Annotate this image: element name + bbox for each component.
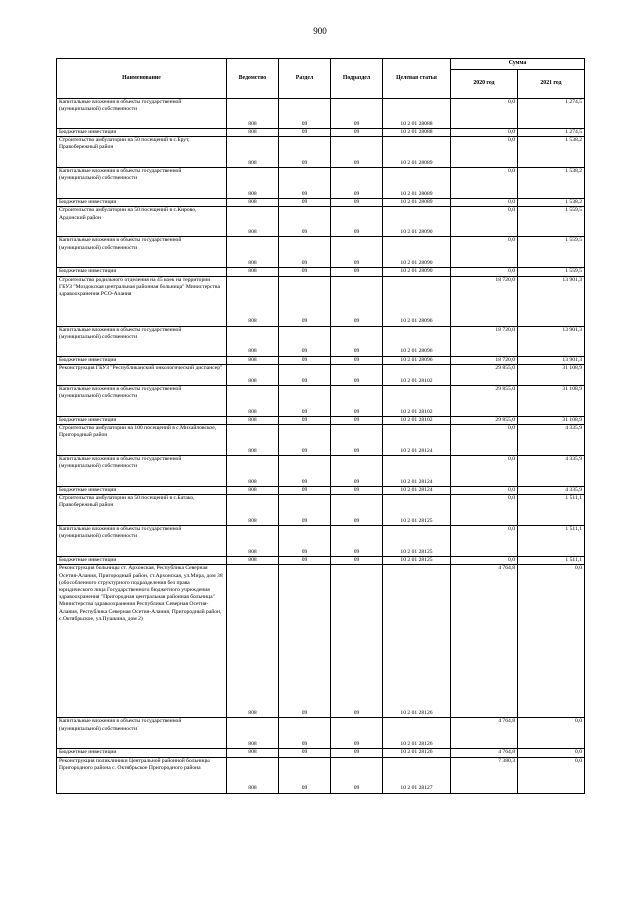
table-body — [57, 99, 585, 794]
row-name-cell: Капитальные вложения в объекты государственной (муниципальной) собственности — [57, 237, 227, 268]
table-row — [57, 456, 585, 487]
row-ved-cell: 808 — [227, 237, 279, 268]
table-row — [57, 385, 585, 416]
row-razdel-cell: 09 — [279, 237, 331, 268]
row-razdel-cell: 09 — [279, 129, 331, 137]
table-row — [57, 129, 585, 137]
row-podrazdel-cell: 09 — [331, 364, 383, 385]
row-ved-cell: 808 — [227, 129, 279, 137]
header-name: Наименование — [57, 59, 227, 99]
row-target-article-cell: 10 2 01 28124 — [383, 487, 451, 495]
row-name-cell: Капитальные вложения в объекты государственной (муниципальной) собственности — [57, 718, 227, 749]
row-name-cell: Капитальные вложения в объекты государственной (муниципальной) собственности — [57, 526, 227, 557]
row-name-cell: Бюджетные инвестиции — [57, 557, 227, 565]
row-name-cell: Бюджетные инвестиции — [57, 487, 227, 495]
table-row — [57, 565, 585, 718]
row-razdel-cell: 09 — [279, 199, 331, 207]
table-row — [57, 487, 585, 495]
row-amount-2021-cell: 1 274,5 — [518, 129, 585, 137]
row-podrazdel-cell: 09 — [331, 749, 383, 757]
row-ved-cell: 808 — [227, 207, 279, 237]
row-razdel-cell: 09 — [279, 757, 331, 793]
row-razdel-cell: 09 — [279, 749, 331, 757]
row-amount-2020-cell: 0,0 — [451, 425, 518, 456]
row-name-cell: Реконструкция больницы ст. Архонская, Республика Северная Осетия-Алания, Пригородный район, ст.Архонская, ул.Мира, дом 38 (обособленного структурного подразделения без права юридического лица Государственного бюджетного учреждения здравоохранения "Пригородная центральная районная больница" Министерства здравоохранения Республики Северная Осетия-Алания, Республика Северная Осетия-Алания, Пригородный район, с.Октябрьское, ул.Пушкина, дом 2) — [57, 565, 227, 718]
header-year-2020: 2020 год — [451, 70, 518, 99]
row-amount-2020-cell: 18 720,0 — [451, 356, 518, 364]
row-amount-2021-cell: 13 901,3 — [518, 356, 585, 364]
row-razdel-cell: 09 — [279, 326, 331, 356]
row-target-article-cell: 10 2 01 28088 — [383, 129, 451, 137]
row-podrazdel-cell: 09 — [331, 557, 383, 565]
row-ved-cell: 808 — [227, 199, 279, 207]
table-row — [57, 326, 585, 356]
row-name-cell: Строительство амбулатории на 50 посещений в с.Брут, Правобережный район — [57, 137, 227, 168]
row-podrazdel-cell: 09 — [331, 268, 383, 276]
row-amount-2020-cell: 29 855,0 — [451, 385, 518, 416]
row-podrazdel-cell: 09 — [331, 99, 383, 129]
row-amount-2020-cell: 4 764,8 — [451, 565, 518, 718]
table-row — [57, 99, 585, 129]
row-amount-2021-cell: 1 559,5 — [518, 207, 585, 237]
table-row — [57, 526, 585, 557]
row-podrazdel-cell: 09 — [331, 456, 383, 487]
row-amount-2021-cell: 1 559,5 — [518, 237, 585, 268]
row-name-cell: Строительство амбулатории на 50 посещений в с.Батако, Правобережный район — [57, 495, 227, 526]
row-amount-2021-cell: 1 538,2 — [518, 168, 585, 199]
row-amount-2020-cell: 0,0 — [451, 199, 518, 207]
header-ved: Ведомство — [227, 59, 279, 99]
row-ved-cell: 808 — [227, 137, 279, 168]
row-podrazdel-cell: 09 — [331, 168, 383, 199]
row-podrazdel-cell: 09 — [331, 137, 383, 168]
row-podrazdel-cell: 09 — [331, 207, 383, 237]
row-razdel-cell: 09 — [279, 268, 331, 276]
row-amount-2020-cell: 4 764,8 — [451, 749, 518, 757]
row-amount-2020-cell: 0,0 — [451, 456, 518, 487]
row-target-article-cell: 10 2 01 28125 — [383, 557, 451, 565]
row-amount-2020-cell: 0,0 — [451, 168, 518, 199]
row-razdel-cell: 09 — [279, 416, 331, 424]
row-ved-cell: 808 — [227, 526, 279, 557]
row-name-cell: Капитальные вложения в объекты государственной (муниципальной) собственности — [57, 326, 227, 356]
row-amount-2021-cell: 1 559,5 — [518, 268, 585, 276]
row-amount-2020-cell: 0,0 — [451, 495, 518, 526]
row-target-article-cell: 10 2 01 28089 — [383, 199, 451, 207]
header-year-2021: 2021 год — [518, 70, 585, 99]
row-razdel-cell: 09 — [279, 565, 331, 718]
row-podrazdel-cell: 09 — [331, 276, 383, 326]
row-amount-2020-cell: 0,0 — [451, 99, 518, 129]
table-row — [57, 557, 585, 565]
row-razdel-cell: 09 — [279, 557, 331, 565]
row-amount-2021-cell: 4 335,9 — [518, 487, 585, 495]
row-ved-cell: 808 — [227, 364, 279, 385]
row-target-article-cell: 10 2 01 28102 — [383, 364, 451, 385]
row-amount-2021-cell: 13 901,3 — [518, 276, 585, 326]
table-row — [57, 276, 585, 326]
row-amount-2020-cell: 0,0 — [451, 137, 518, 168]
row-razdel-cell: 09 — [279, 99, 331, 129]
table-row — [57, 749, 585, 757]
row-podrazdel-cell: 09 — [331, 416, 383, 424]
row-target-article-cell: 10 2 01 28090 — [383, 237, 451, 268]
row-ved-cell: 808 — [227, 757, 279, 793]
row-amount-2021-cell: 31 108,9 — [518, 364, 585, 385]
row-amount-2020-cell: 29 855,0 — [451, 364, 518, 385]
row-razdel-cell: 09 — [279, 364, 331, 385]
row-ved-cell: 808 — [227, 356, 279, 364]
row-target-article-cell: 10 2 01 28089 — [383, 137, 451, 168]
row-razdel-cell: 09 — [279, 207, 331, 237]
row-podrazdel-cell: 09 — [331, 718, 383, 749]
row-amount-2021-cell: 1 538,2 — [518, 199, 585, 207]
row-target-article-cell: 10 2 01 28126 — [383, 718, 451, 749]
row-podrazdel-cell: 09 — [331, 565, 383, 718]
row-amount-2020-cell: 18 720,0 — [451, 276, 518, 326]
row-ved-cell: 808 — [227, 416, 279, 424]
row-amount-2021-cell: 0,0 — [518, 757, 585, 793]
row-name-cell: Бюджетные инвестиции — [57, 199, 227, 207]
row-razdel-cell: 09 — [279, 276, 331, 326]
row-razdel-cell: 09 — [279, 495, 331, 526]
table-row — [57, 495, 585, 526]
row-ved-cell: 808 — [227, 326, 279, 356]
row-target-article-cell: 10 2 01 28126 — [383, 565, 451, 718]
row-razdel-cell: 09 — [279, 487, 331, 495]
row-amount-2020-cell: 0,0 — [451, 237, 518, 268]
row-amount-2021-cell: 0,0 — [518, 749, 585, 757]
row-name-cell: Реконструкция поликлиники Центральной районной больницы Пригородного района с. Октябрьское Пригородного района — [57, 757, 227, 793]
row-ved-cell: 808 — [227, 168, 279, 199]
row-podrazdel-cell: 09 — [331, 487, 383, 495]
row-amount-2020-cell: 0,0 — [451, 487, 518, 495]
row-ved-cell: 808 — [227, 99, 279, 129]
row-podrazdel-cell: 09 — [331, 326, 383, 356]
row-name-cell: Бюджетные инвестиции — [57, 416, 227, 424]
row-razdel-cell: 09 — [279, 356, 331, 364]
row-amount-2020-cell: 7 380,3 — [451, 757, 518, 793]
row-amount-2021-cell: 13 901,3 — [518, 326, 585, 356]
row-ved-cell: 808 — [227, 495, 279, 526]
row-podrazdel-cell: 09 — [331, 129, 383, 137]
table-row — [57, 718, 585, 749]
row-target-article-cell: 10 2 01 28124 — [383, 456, 451, 487]
row-ved-cell: 808 — [227, 456, 279, 487]
row-target-article-cell: 10 2 01 28090 — [383, 207, 451, 237]
row-name-cell: Бюджетные инвестиции — [57, 129, 227, 137]
row-ved-cell: 808 — [227, 425, 279, 456]
row-podrazdel-cell: 09 — [331, 425, 383, 456]
row-amount-2020-cell: 0,0 — [451, 526, 518, 557]
row-target-article-cell: 10 2 01 28126 — [383, 749, 451, 757]
row-target-article-cell: 10 2 01 28088 — [383, 99, 451, 129]
page-number: 900 — [313, 26, 327, 36]
table-row — [57, 356, 585, 364]
row-ved-cell: 808 — [227, 557, 279, 565]
row-podrazdel-cell: 09 — [331, 526, 383, 557]
row-target-article-cell: 10 2 01 28096 — [383, 356, 451, 364]
table-row — [57, 757, 585, 793]
row-podrazdel-cell: 09 — [331, 757, 383, 793]
row-amount-2020-cell: 29 855,0 — [451, 416, 518, 424]
row-name-cell: Капитальные вложения в объекты государственной (муниципальной) собственности — [57, 456, 227, 487]
row-name-cell: Бюджетные инвестиции — [57, 749, 227, 757]
header-razdel: Раздел — [279, 59, 331, 99]
row-target-article-cell: 10 2 01 28089 — [383, 168, 451, 199]
row-name-cell: Капитальные вложения в объекты государственной (муниципальной) собственности — [57, 168, 227, 199]
row-amount-2021-cell: 4 335,9 — [518, 456, 585, 487]
table-row — [57, 268, 585, 276]
row-razdel-cell: 09 — [279, 456, 331, 487]
row-target-article-cell: 10 2 01 28102 — [383, 416, 451, 424]
row-razdel-cell: 09 — [279, 137, 331, 168]
row-name-cell: Бюджетные инвестиции — [57, 356, 227, 364]
row-amount-2021-cell: 4 335,9 — [518, 425, 585, 456]
table-row — [57, 168, 585, 199]
row-podrazdel-cell: 09 — [331, 495, 383, 526]
row-amount-2021-cell: 1 274,5 — [518, 99, 585, 129]
row-podrazdel-cell: 09 — [331, 385, 383, 416]
row-name-cell: Строительство родильного отделения на 45 коек на территории ГБУЗ "Моздокская центральная районная больница" Министерства здравоохранения РСО-Алания — [57, 276, 227, 326]
row-razdel-cell: 09 — [279, 526, 331, 557]
row-podrazdel-cell: 09 — [331, 237, 383, 268]
row-amount-2020-cell: 0,0 — [451, 268, 518, 276]
table-row — [57, 364, 585, 385]
row-amount-2021-cell: 1 538,2 — [518, 137, 585, 168]
row-ved-cell: 808 — [227, 487, 279, 495]
row-target-article-cell: 10 2 01 28096 — [383, 276, 451, 326]
row-name-cell: Строительство амбулатории на 100 посещений в с.Михайловское, Пригородный район — [57, 425, 227, 456]
row-target-article-cell: 10 2 01 28125 — [383, 495, 451, 526]
row-name-cell: Капитальные вложения в объекты государственной (муниципальной) собственности — [57, 385, 227, 416]
row-amount-2021-cell: 31 108,9 — [518, 416, 585, 424]
row-ved-cell: 808 — [227, 718, 279, 749]
table-row — [57, 199, 585, 207]
row-target-article-cell: 10 2 01 28124 — [383, 425, 451, 456]
row-target-article-cell: 10 2 01 28127 — [383, 757, 451, 793]
table-row — [57, 237, 585, 268]
row-name-cell: Реконструкция ГБУЗ "Республиканский онкологический диспансер" — [57, 364, 227, 385]
budget-table — [56, 58, 585, 794]
row-podrazdel-cell: 09 — [331, 199, 383, 207]
row-amount-2021-cell: 0,0 — [518, 565, 585, 718]
header-sum: Сумма — [451, 59, 585, 70]
row-amount-2020-cell: 4 764,8 — [451, 718, 518, 749]
row-razdel-cell: 09 — [279, 168, 331, 199]
row-amount-2020-cell: 18 720,0 — [451, 326, 518, 356]
row-amount-2020-cell: 0,0 — [451, 557, 518, 565]
table-row — [57, 207, 585, 237]
row-amount-2021-cell: 1 511,1 — [518, 495, 585, 526]
row-ved-cell: 808 — [227, 385, 279, 416]
row-amount-2021-cell: 1 511,1 — [518, 526, 585, 557]
row-target-article-cell: 10 2 01 28102 — [383, 385, 451, 416]
row-razdel-cell: 09 — [279, 718, 331, 749]
row-razdel-cell: 09 — [279, 385, 331, 416]
header-target-article: Целевая статья — [383, 59, 451, 99]
row-name-cell: Строительство амбулатории на 50 посещений в с.Кирово, Ардонский район — [57, 207, 227, 237]
row-amount-2021-cell: 1 511,1 — [518, 557, 585, 565]
row-ved-cell: 808 — [227, 268, 279, 276]
row-target-article-cell: 10 2 01 28090 — [383, 268, 451, 276]
row-razdel-cell: 09 — [279, 425, 331, 456]
row-amount-2020-cell: 0,0 — [451, 129, 518, 137]
row-amount-2021-cell: 31 108,9 — [518, 385, 585, 416]
header-podrazdel: Подраздел — [331, 59, 383, 99]
table-row — [57, 416, 585, 424]
row-name-cell: Бюджетные инвестиции — [57, 268, 227, 276]
row-target-article-cell: 10 2 01 28096 — [383, 326, 451, 356]
row-ved-cell: 808 — [227, 749, 279, 757]
row-target-article-cell: 10 2 01 28125 — [383, 526, 451, 557]
row-ved-cell: 808 — [227, 565, 279, 718]
row-podrazdel-cell: 09 — [331, 356, 383, 364]
row-name-cell: Капитальные вложения в объекты государственной (муниципальной) собственности — [57, 99, 227, 129]
table-row — [57, 425, 585, 456]
row-amount-2020-cell: 0,0 — [451, 207, 518, 237]
row-amount-2021-cell: 0,0 — [518, 718, 585, 749]
table-row — [57, 137, 585, 168]
row-ved-cell: 808 — [227, 276, 279, 326]
